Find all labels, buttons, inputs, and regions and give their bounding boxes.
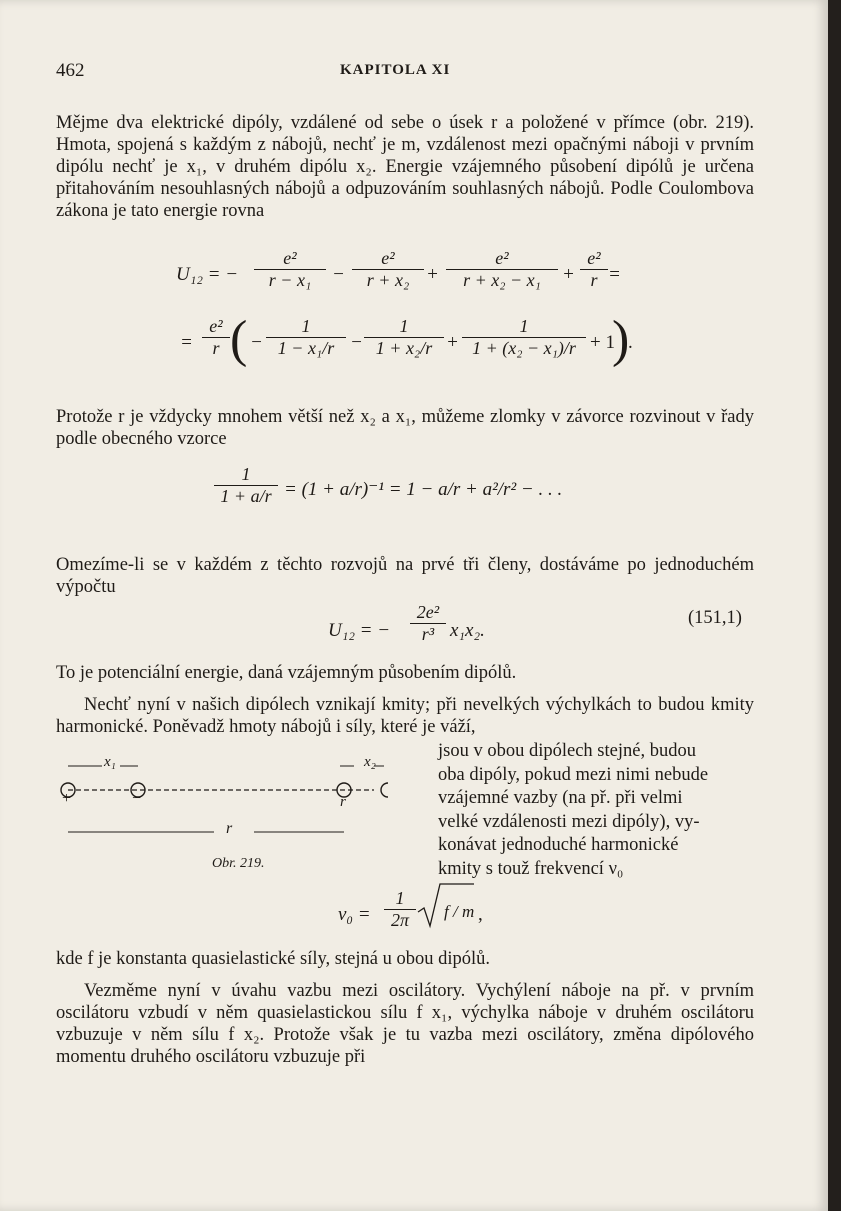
eq4-rhs: x₁x₂. (450, 620, 485, 641)
eq5-tail: , (478, 904, 483, 925)
eq2-tail: + 1 (590, 332, 615, 353)
paragraph-limit: Omezíme-li se v každém z těchto rozvojů na prvé tři členy, dostáváme po jednoduchém výpočtu (56, 555, 754, 597)
figure-caption: Obr. 219. (212, 856, 265, 871)
eq2-op-2: − (350, 332, 363, 353)
eq4-lhs: U₁₂ = − (328, 620, 391, 641)
label-x1: x₁ (104, 754, 116, 770)
eq2-paren-close: ) (612, 311, 630, 368)
paragraph-oscillations: Nechť nyní v našich dipólech vznikají kmity; při nevelkých výchylkách to budou kmity harmonické. Poněvadž hmoty nábojů i síly, které je váží, (56, 695, 754, 737)
paragraph-oscillations-wrap: jsou v obou dipólech stejné, budou oba dipóly, pokud mezi nimi nebude vzájemné vazby (na př. při velmi velké vzdálenosti mezi dipóly), vy- konávat jednoduché harmonické kmity s touž frekvencí ν₀ (438, 741, 709, 879)
eq1-frac-4: $\frac{\text{e²}}{r}$ (580, 248, 608, 291)
book-edge (828, 0, 841, 1211)
paragraph-constant: kde f je konstanta quasielastické síly, stejná u obou dipólů. (56, 949, 490, 969)
eq1-frac-1: $\frac{\text{e²}}{\text{r − x₁}}$ (254, 248, 326, 291)
eq1-frac-3: $\frac{\text{e²}}{\text{r + x₂ − x₁}}$ (446, 248, 558, 291)
eq3-rhs: = (1 + a/r)⁻¹ = 1 − a/r + a²/r² − . . . (284, 479, 563, 500)
eq2-frac-3: $\frac{1}{\text{1 + (x₂ − x₁)/r}}$ (462, 316, 586, 359)
eq1-frac-2: $\frac{\text{e²}}{\text{r + x₂}}$ (352, 248, 424, 291)
paragraph-intro: Mějme dva elektrické dipóly, vzdálené od sebe o úsek r a položené v přímce (obr. 219). Hmota, spojená s každým z nábojů, nechť je m, vzdálenost mezi opačnými náboji v prvním dipólu nechť je x₁, v druhém dipólu x₂. Energie vzájemného působení dipólů je určena přitahováním nesouhlasných nábojů a odpuzováním souhlasných nábojů. Podle Coulombova zákona je tato energie rovna (56, 113, 754, 221)
paragraph-series: Protože r je vždycky mnohem větší než x₂ a x₁, můžeme zlomky v závorce rozvinout v řady podle obecného vzorce (56, 407, 754, 449)
eq5-sqrt: f / m (444, 902, 475, 921)
book-page: 462 KAPITOLA XI Mějme dva elektrické dipóly, vzdálené od sebe o úsek r a položené v přímce (obr. 219). Hmota, spojená s každým z nábojů, nechť je m, vzdálenost mezi opačnými náboji v prvním dipólu nechť je x₁, v druhém dipólu x₂. Energie vzájemného působení dipólů je určena přitahováním nesouhlasných nábojů a odpuzováním souhlasných nábojů. Podle Coulombova zákona je tato energie rovna U₁₂ = − $\frac{\text{e²}}{\text{r − x₁}}$ − $\frac{\text{e²}}{\text{r + x₂}}$ + $\frac{\text{e²}}{\text{r + x₂ − x₁}}$ + $\frac{\text{e²}}{r}$ = = $\frac{\text{e²}}{r}$ ( − $\frac{1}{\text{1 − x₁/r}}$ − $\frac{1}{\text{1 + x₂/r}}$ + $\frac{1}{\text{1 + (x₂ − x₁)/r}}$ + 1 ) . Protože r je vždycky mnohem větší než x₂ a x₁, můžeme zlomky v závorce rozvinout v řady podle obecného vzorce $\frac{1}{1 + a/r}$ = (1 + a/r)⁻¹ = 1 − a/r + a²/r² − . . . Omezíme-li se v každém z těchto rozvojů na prvé tři členy, dostáváme po jednoduchém výpočtu U₁₂ = − $\frac{\text{2e²}}{\text{r³}}$ x₁x₂. (151,1) To je potenciální energie, daná vzájemným působením dipólů. Nechť nyní v našich dipólech vznikají kmity; při nevelkých výchylkách to budou kmity harmonické. Poněvadž hmoty nábojů i síly, které je váží, jsou v obou dipólech stejné, budou oba dipóly, pokud mezi nimi nebude vzájemné vazby (na př. při velmi velké vzdálenosti mezi dipóly), vy- konávat jednoduché harmonické kmity s touž frekvencí ν₀ x₁ x₂ + − r r Obr. 219. ν₀ = $\frac{1}{2\pi}$ f / m , kde f je konstanta quasielastické síly, stejná u obou dipólů. Vezměme nyní v úvahu vazbu mezi oscilátory. Vychýlení náboje na př. v prvním oscilátoru vzbudí v něm quasielastickou sílu f x₁, výchylka náboje v druhém oscilátoru vzbuzuje v něm sílu f x₂. Protože však je tu vazba mezi oscilátory, změna dipólového momentu druhého oscilátoru vzbuzuje při (0, 0, 828, 1211)
chapter-title: KAPITOLA XI (340, 62, 451, 78)
label-r-right: r (340, 794, 346, 810)
eq2-equals: = (180, 332, 193, 353)
eq1-op-3: + (562, 264, 575, 285)
eq5-lhs: ν₀ = (338, 904, 371, 925)
label-r-mid: r (226, 820, 233, 837)
paragraph-coupling: Vezměme nyní v úvahu vazbu mezi oscilátory. Vychýlení náboje na př. v prvním oscilátoru vzbudí v něm quasielastickou sílu f x₁, výchylka náboje v druhém oscilátoru vzbuzuje v něm sílu f x₂. Protože však je tu vazba mezi oscilátory, změna dipólového momentu druhého oscilátoru vzbuzuje při (56, 981, 754, 1067)
eq2-op-3: + (446, 332, 459, 353)
paragraph-potential: To je potenciální energie, daná vzájemným působením dipólů. (56, 663, 517, 683)
eq5-frac: $\frac{1}{2\pi}$ (384, 888, 416, 931)
eq2-paren-open: ( (230, 311, 248, 368)
eq2-prefix: $\frac{\text{e²}}{r}$ (202, 316, 230, 359)
eq2-frac-2: $\frac{1}{\text{1 + x₂/r}}$ (364, 316, 444, 359)
eq1-lhs: U₁₂ = − (176, 264, 239, 285)
eq2-frac-1: $\frac{1}{\text{1 − x₁/r}}$ (266, 316, 346, 359)
label-plus: + (62, 790, 72, 807)
page-number: 462 (56, 60, 85, 81)
label-minus: − (132, 790, 142, 807)
eq3-lhs: $\frac{1}{1 + a/r}$ (214, 464, 278, 507)
eq2-op-1: − (250, 332, 263, 353)
eq1-op-4: = (608, 264, 621, 285)
eq1-op-2: + (426, 264, 439, 285)
eq4-frac: $\frac{\text{2e²}}{\text{r³}}$ (410, 602, 446, 645)
eq1-op-1: − (332, 264, 345, 285)
equation-number: (151,1) (688, 608, 742, 628)
label-x2: x₂ (364, 754, 376, 770)
